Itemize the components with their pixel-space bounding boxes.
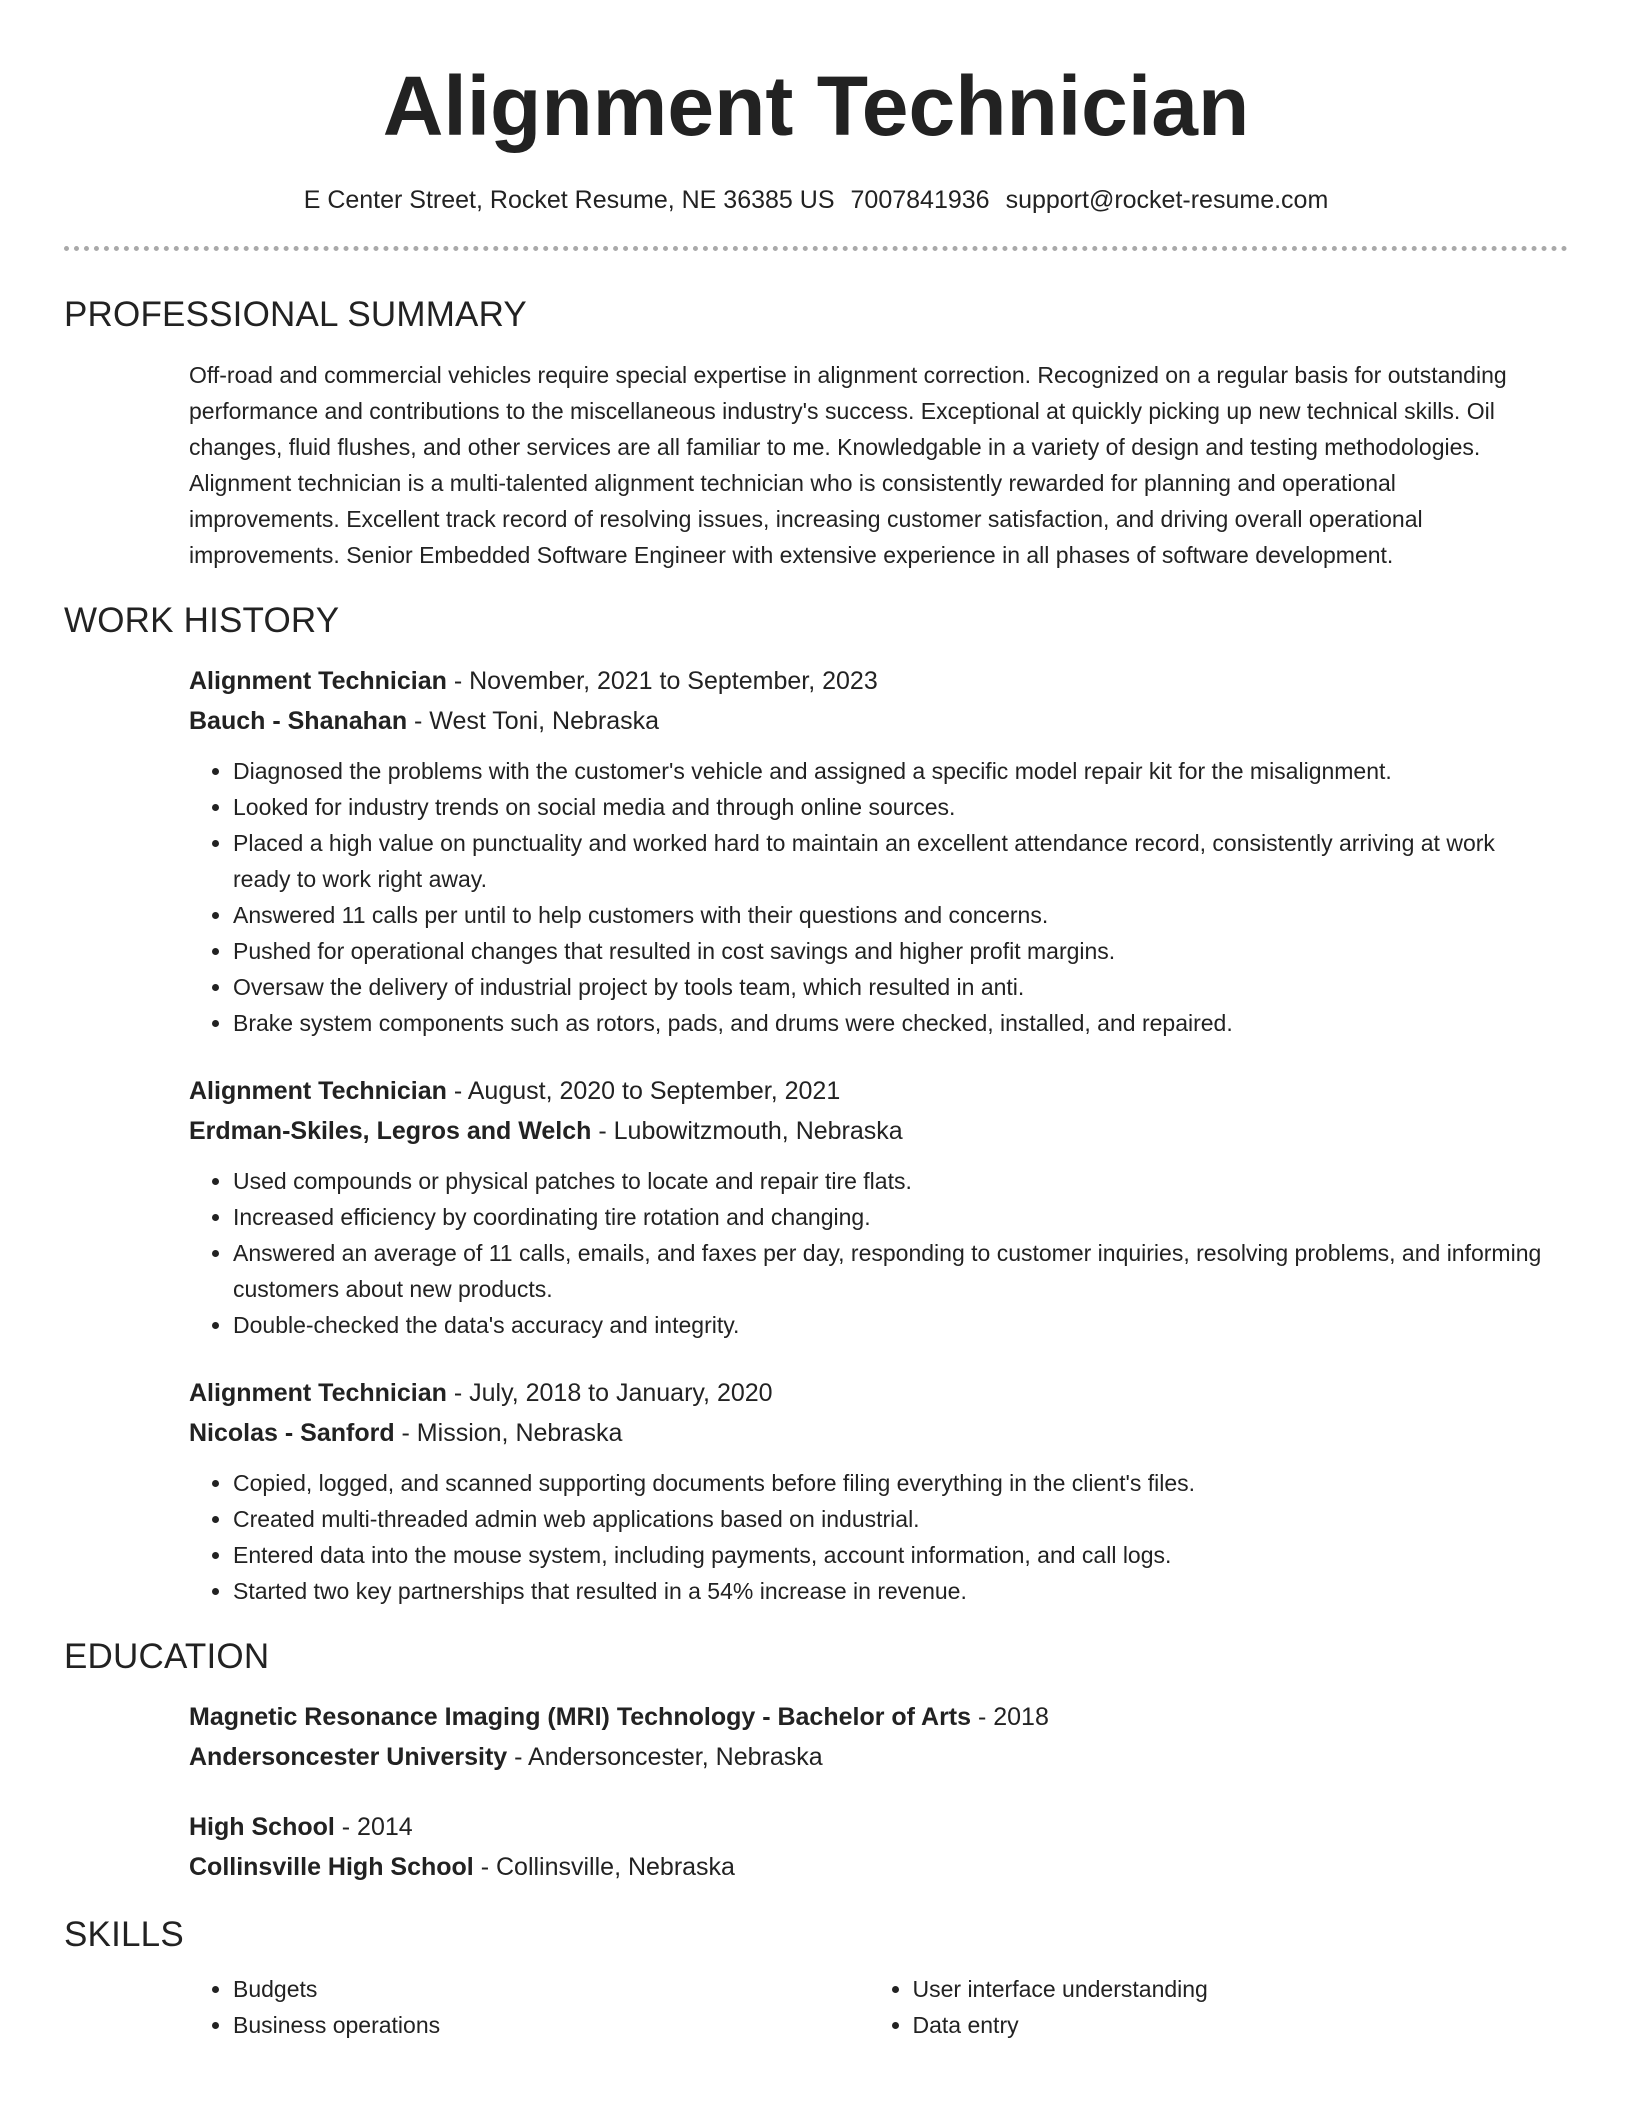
job-role: Alignment Technician bbox=[189, 1379, 447, 1407]
summary-text: Off-road and commercial vehicles require special expertise in alignment correction. Recognized on a regular basis for outstanding performance and contributions to the miscellaneous industry's success. Exceptional at quickly picking up new technical skills. Oil changes, fluid flushes, and other services are all familiar to me. Knowledgable in a variety of design and testing methodologies. Alignment technician is a multi-talented alignment technician who is consistently rewarded for planning and operational improvements. Excellent track record of resolving issues, increasing customer satisfaction, and driving overall operational improvements. Senior Embedded Software Engineer with extensive experience in all phases of software development. bbox=[189, 362, 1507, 568]
summary-heading: PROFESSIONAL SUMMARY bbox=[64, 295, 527, 334]
contact-email: support@rocket-resume.com bbox=[1005, 186, 1329, 214]
job-company-line bbox=[189, 701, 1548, 741]
skill-item: • User interface understanding bbox=[913, 1971, 1549, 2007]
education-entry bbox=[189, 1807, 1548, 1887]
job-bullet: • Entered data into the mouse system, including payments, account information, and call logs. bbox=[233, 1537, 1548, 1573]
education-school: Andersoncester University bbox=[189, 1743, 508, 1771]
skill-item: • Business operations bbox=[233, 2007, 869, 2043]
education-section bbox=[64, 1635, 1568, 1887]
job-bullets bbox=[189, 1163, 1548, 1343]
job-location: - Mission, Nebraska bbox=[394, 1419, 623, 1447]
education-location: - Andersoncester, Nebraska bbox=[507, 1743, 823, 1771]
job-bullet: • Oversaw the delivery of industrial project by tools team, which resulted in anti. bbox=[233, 969, 1548, 1005]
job-dates: - July, 2018 to January, 2020 bbox=[446, 1379, 773, 1407]
job-role: Alignment Technician bbox=[189, 667, 447, 695]
job-company: Nicolas - Sanford bbox=[189, 1419, 395, 1447]
job-company: Bauch - Shanahan bbox=[189, 707, 408, 735]
job-title-line bbox=[189, 1373, 1548, 1413]
education-entry bbox=[189, 1697, 1548, 1777]
education-school-line bbox=[189, 1737, 1548, 1777]
education-school-line bbox=[189, 1847, 1548, 1887]
header-divider bbox=[64, 246, 1568, 251]
education-year: - 2018 bbox=[971, 1703, 1049, 1731]
education-year: - 2014 bbox=[334, 1813, 413, 1841]
work-history-section bbox=[64, 599, 1568, 1609]
job-bullet: • Increased efficiency by coordinating tire rotation and changing. bbox=[233, 1199, 1548, 1235]
job-bullet: • Used compounds or physical patches to locate and repair tire flats. bbox=[233, 1163, 1548, 1199]
resume-header bbox=[0, 0, 1632, 216]
job-company-line bbox=[189, 1413, 1548, 1453]
education-heading: EDUCATION bbox=[64, 1637, 270, 1676]
summary-body bbox=[189, 357, 1548, 573]
contact-address: E Center Street, Rocket Resume, NE 36385 US bbox=[303, 186, 835, 214]
candidate-name: Alignment Technician bbox=[382, 59, 1250, 153]
job-bullet: • Pushed for operational changes that resulted in cost savings and higher profit margins. bbox=[233, 933, 1548, 969]
job-bullet: • Started two key partnerships that resulted in a 54% increase in revenue. bbox=[233, 1573, 1548, 1609]
job-bullet: • Brake system components such as rotors, pads, and drums were checked, installed, and repaired. bbox=[233, 1005, 1548, 1041]
job-entry bbox=[189, 1373, 1548, 1609]
job-company: Erdman-Skiles, Legros and Welch bbox=[189, 1117, 592, 1145]
contact-phone: 7007841936 bbox=[850, 186, 990, 214]
job-title-line bbox=[189, 661, 1548, 701]
job-bullet: • Double-checked the data's accuracy and integrity. bbox=[233, 1307, 1548, 1343]
job-dates: - November, 2021 to September, 2023 bbox=[446, 667, 878, 695]
work-history-heading: WORK HISTORY bbox=[64, 601, 340, 640]
job-company-line bbox=[189, 1111, 1548, 1151]
job-bullets bbox=[189, 1465, 1548, 1609]
skills-grid bbox=[189, 1971, 1548, 2043]
job-bullet: • Looked for industry trends on social media and through online sources. bbox=[233, 789, 1548, 825]
skills-heading: SKILLS bbox=[64, 1915, 184, 1954]
job-bullet: • Diagnosed the problems with the customer's vehicle and assigned a specific model repair kit for the misalignment. bbox=[233, 753, 1548, 789]
skills-column-left bbox=[189, 1971, 869, 2043]
job-bullet: • Answered an average of 11 calls, emails, and faxes per day, responding to customer inquiries, resolving problems, and informing customers about new products. bbox=[233, 1235, 1548, 1307]
contact-line bbox=[0, 184, 1632, 216]
education-degree: Magnetic Resonance Imaging (MRI) Technology - Bachelor of Arts bbox=[189, 1703, 972, 1731]
education-degree-line bbox=[189, 1697, 1548, 1737]
job-dates: - August, 2020 to September, 2021 bbox=[446, 1077, 841, 1105]
education-location: - Collinsville, Nebraska bbox=[473, 1853, 735, 1881]
education-degree-line bbox=[189, 1807, 1548, 1847]
job-location: - West Toni, Nebraska bbox=[407, 707, 660, 735]
job-bullet: • Answered 11 calls per until to help customers with their questions and concerns. bbox=[233, 897, 1548, 933]
job-bullet: • Copied, logged, and scanned supporting documents before filing everything in the client's files. bbox=[233, 1465, 1548, 1501]
skills-section bbox=[64, 1913, 1568, 2043]
job-bullets bbox=[189, 753, 1548, 1041]
job-bullet: • Created multi-threaded admin web applications based on industrial. bbox=[233, 1501, 1548, 1537]
summary-section bbox=[64, 293, 1568, 573]
job-title-line bbox=[189, 1071, 1548, 1111]
job-location: - Lubowitzmouth, Nebraska bbox=[591, 1117, 903, 1145]
job-entry bbox=[189, 661, 1548, 1041]
education-degree: High School bbox=[189, 1813, 335, 1841]
job-role: Alignment Technician bbox=[189, 1077, 447, 1105]
job-entry bbox=[189, 1071, 1548, 1343]
skill-item: • Budgets bbox=[233, 1971, 869, 2007]
job-bullet: • Placed a high value on punctuality and worked hard to maintain an excellent attendance record, consistently arriving at work ready to work right away. bbox=[233, 825, 1548, 897]
skill-item: • Data entry bbox=[913, 2007, 1549, 2043]
education-school: Collinsville High School bbox=[189, 1853, 474, 1881]
skills-column-right bbox=[869, 1971, 1549, 2043]
